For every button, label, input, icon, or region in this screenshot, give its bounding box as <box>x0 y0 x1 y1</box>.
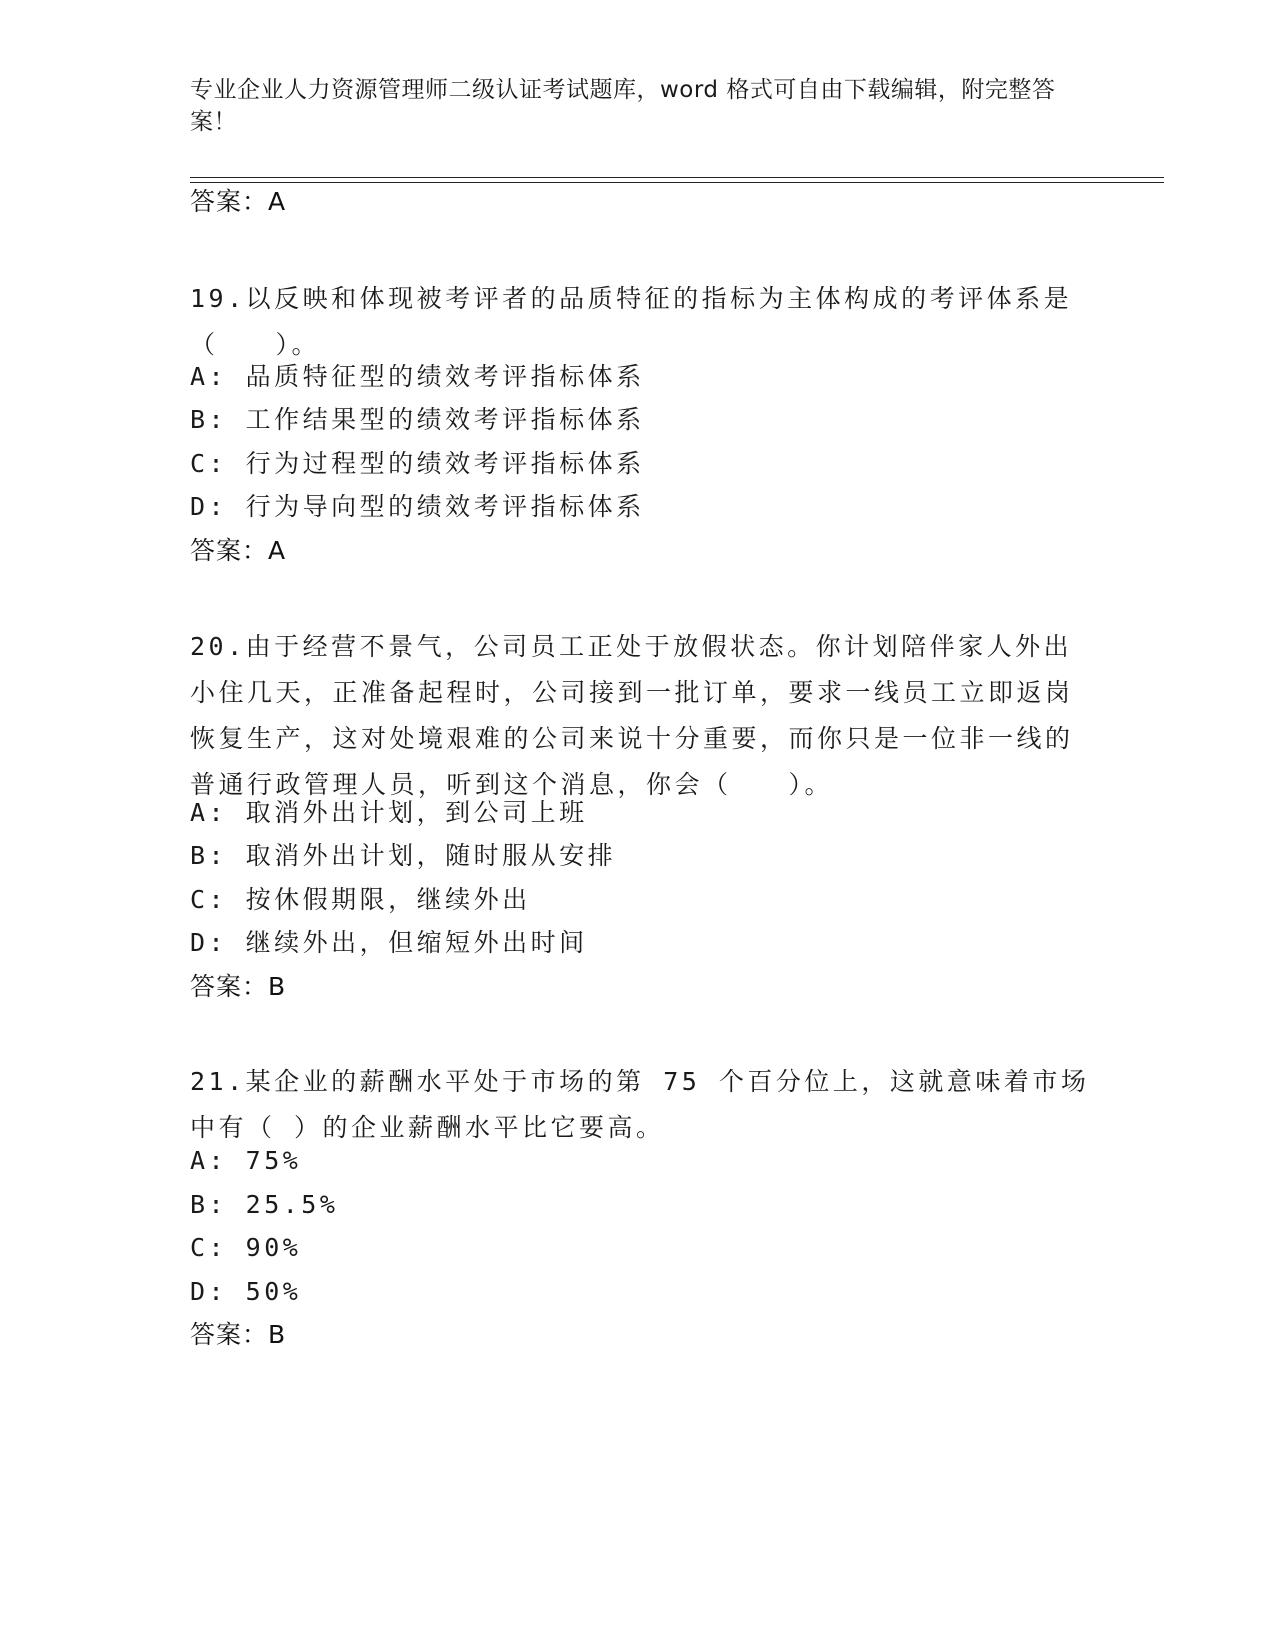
question-19-option-d: D: 行为导向型的绩效考评指标体系 <box>190 492 645 521</box>
question-21-option-d: D: 50% <box>190 1277 302 1306</box>
answer-q18: 答案：A <box>190 187 287 216</box>
question-20-stem: 20.由于经营不景气，公司员工正处于放假状态。你计划陪伴家人外出小住几天，正准备起程时，公司接到一批订单，要求一线员工立即返岗恢复生产，这对处境艰难的公司来说十分重要，而你只是一位非一线的普通行政管理人员，听到这个消息，你会（ ）。 <box>190 632 1074 799</box>
header-rule-bottom <box>190 182 1164 183</box>
question-19-option-c: C: 行为过程型的绩效考评指标体系 <box>190 449 645 478</box>
question-20-option-c: C: 按休假期限，继续外出 <box>190 885 531 914</box>
answer-q19: 答案：A <box>190 536 287 565</box>
question-21-option-b: B: 25.5% <box>190 1190 339 1219</box>
question-19-option-a: A: 品质特征型的绩效考评指标体系 <box>190 362 645 391</box>
document-header: 专业企业人力资源管理师二级认证考试题库，word 格式可自由下载编辑，附完整答案！ <box>190 77 1056 135</box>
question-19-option-b: B: 工作结果型的绩效考评指标体系 <box>190 405 645 434</box>
answer-q21: 答案：B <box>190 1320 287 1349</box>
question-19-stem: 19.以反映和体现被考评者的品质特征的指标为主体构成的考评体系是（ ）。 <box>190 284 1073 359</box>
question-21-stem: 21.某企业的薪酬水平处于市场的第 75 个百分位上，这就意味着市场中有（ ）的企业薪酬水平比它要高。 <box>190 1067 1090 1142</box>
question-21-option-c: C: 90% <box>190 1233 302 1262</box>
answer-q20: 答案：B <box>190 972 287 1001</box>
question-20-option-d: D: 继续外出，但缩短外出时间 <box>190 928 588 957</box>
question-21-option-a: A: 75% <box>190 1146 302 1175</box>
header-rule-top <box>190 177 1164 178</box>
question-20-option-b: B: 取消外出计划，随时服从安排 <box>190 841 617 870</box>
question-20-option-a: A: 取消外出计划，到公司上班 <box>190 798 588 827</box>
